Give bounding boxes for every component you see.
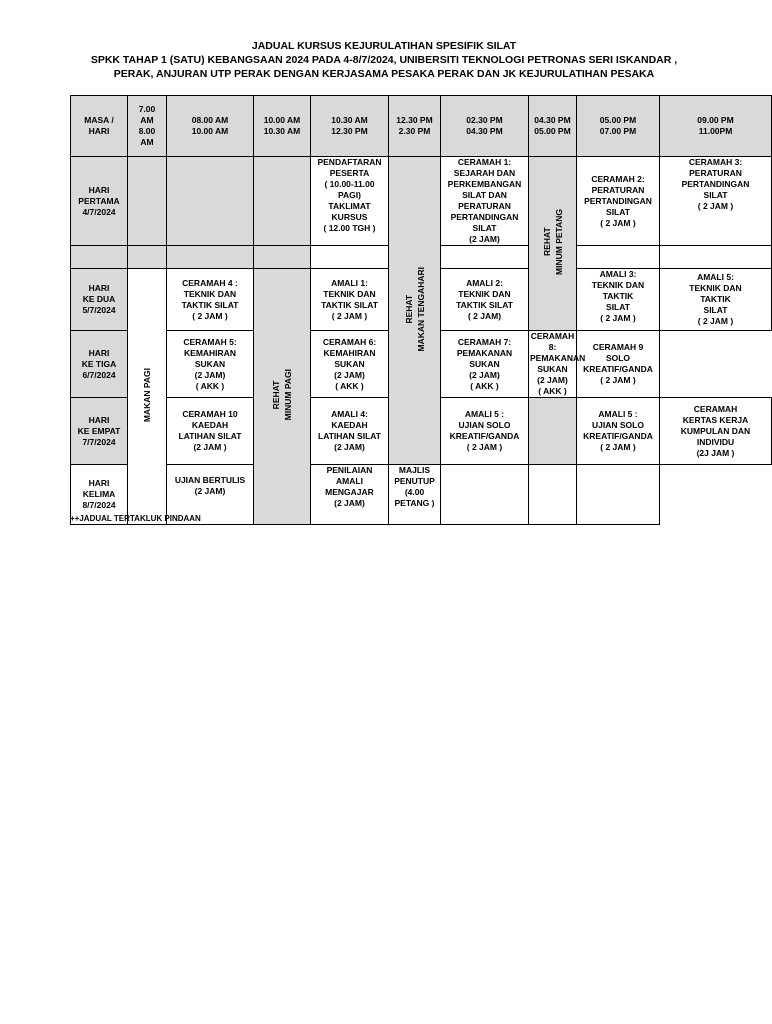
cell-d5-1030 [311,465,389,525]
day-row-1 [71,157,772,246]
text-line: KREATIF/GANDA [449,431,520,441]
text-line: MAKAN TENGAHARI [415,266,426,352]
text-line: 7.00 [138,104,156,114]
text-line: ( 12.00 TGH ) [323,223,376,233]
text-line: TEKNIK DAN [323,288,376,299]
text-line: AMALI 2: [466,277,503,288]
break-rehat-pagi [254,269,311,525]
text-line: 10.30 AM [331,115,368,125]
text-line: 07.00 PM [599,126,637,136]
text-line: (2 JAM) [334,369,365,380]
text-line: CERAMAH 9 [592,342,644,352]
text-line: (2 JAM ) [193,442,227,452]
header-time-0900 [660,96,772,157]
cell-d5-230 [389,465,441,525]
text-line: PERKEMBANGAN [447,179,522,189]
text-line: 09.00 PM [697,115,734,125]
text-line: ( 2 JAM ) [192,310,228,321]
empty-cell [311,246,389,269]
text-line: CERAMAH 3: [688,157,743,167]
text-line: LATIHAN SILAT [178,431,242,441]
text-line: AM [140,115,154,125]
cell-d4-230 [441,398,529,465]
text-line: ( AKK ) [538,386,567,396]
text-line: 10.00 AM [191,126,229,136]
empty-cell [577,465,660,525]
text-line: PEMAKANAN [530,353,586,363]
text-line: ( AKK ) [470,380,499,391]
text-line: CERAMAH 6: [322,336,377,347]
day-label-1 [71,157,128,246]
text-line: KREATIF/GANDA [583,364,653,374]
text-line: SILAT [703,305,728,315]
text-line: KEMAHIRAN [184,347,236,358]
break-rehat-tengahari-text [403,267,427,352]
text-line: ( 2 JAM) [467,310,502,321]
text-line: AMALI 4: [331,409,368,419]
cell-d4-800 [167,398,254,465]
cell-d3-230 [441,331,529,398]
text-line: REHAT [271,380,281,410]
text-line: AMALI 5 : [464,409,505,419]
text-line: 04.30 PM [534,115,571,125]
text-line: 10.30 AM [263,126,301,136]
text-line: 08.00 AM [191,115,229,125]
empty-cell [254,157,311,246]
text-line: ( 2 JAM ) [600,442,636,452]
text-line: HARI [88,478,110,488]
title-line-2: SPKK TAHAP 1 (SATU) KEBANGSAAN 2024 PADA 4-8/7/2024, UNIBERSITI TEKNOLOGI PETRONAS SERI ISKANDAR , [90,54,678,66]
title-line-1: JADUAL KURSUS KEJURULATIHAN SPESIFIK SILAT [251,40,517,52]
text-line: 04.30 PM [466,126,503,136]
empty-cell [441,246,529,269]
text-line: HARI [88,126,110,136]
text-line: CERAMAH 7: [457,336,512,347]
text-line: UJIAN SOLO [592,420,644,430]
break-rehat-petang [529,157,577,331]
empty-cell [167,246,254,269]
empty-cell [71,246,128,269]
text-line: AM [140,137,154,147]
text-line: CERAMAH 10 [182,409,238,419]
schedule-table [70,95,772,525]
text-line: TEKNIK DAN [458,288,511,299]
text-line: HARI [88,184,110,195]
text-line: 05.00 PM [534,126,571,136]
empty-cell [529,398,577,465]
text-line: ( 2 JAM ) [600,217,636,228]
text-line: (2 JAM) [194,486,226,496]
header-time-0500 [577,96,660,157]
text-line: MASA / [84,115,114,125]
text-line: SEJARAH DAN [453,168,516,178]
text-line: REHAT [541,227,552,257]
text-line: SILAT [703,190,728,200]
text-line: UJIAN BERTULIS [174,475,246,485]
text-line: 7/7/2024 [82,436,116,447]
break-rehat-petang-text [541,209,565,275]
text-line: PERTANDINGAN [681,179,750,189]
text-line: MENGAJAR [325,487,374,497]
header-time-0800 [167,96,254,157]
text-line: CERAMAH 2: [591,173,645,184]
break-rehat-pagi-text [270,369,294,420]
text-line: TAKTIK [602,291,634,301]
text-line: ( 2 JAM ) [600,313,636,323]
text-line: MINUM PETANG [553,209,564,275]
title-line-3: PERAK, ANJURAN UTP PERAK DENGAN KERJASAMA PESAKA PERAK DAN JK KEJURULATIHAN PESAKA [113,68,655,80]
text-line: KERTAS KERJA [682,414,749,425]
empty-cell [128,246,167,269]
cell-d3-500 [529,331,586,398]
text-line: ( 2 JAM ) [697,316,734,326]
text-line: 12.30 PM [331,126,368,136]
text-line: PERTANDINGAN [584,195,652,206]
text-line: CERAMAH [693,403,738,414]
text-line: KURSUS [331,212,368,222]
text-line: ( 2 JAM ) [331,310,368,321]
text-line: MINUM PAGI [283,369,293,421]
text-line: INDIVIDU [696,436,735,447]
text-line: TEKNIK DAN [183,288,237,299]
text-line: 4/7/2024 [82,206,116,217]
text-line: ( AKK ) [335,380,364,391]
text-line: KE DUA [82,294,116,304]
cell-d2-800 [167,269,254,331]
empty-cell [660,246,772,269]
text-line: PERATURAN [689,168,742,178]
text-line: KREATIF/GANDA [583,431,653,441]
cell-d3-800 [167,331,254,398]
text-line: KUMPULAN DAN [680,425,751,436]
text-line: SILAT [606,302,630,312]
header-time-0700 [128,96,167,157]
cell-d1-500 [577,157,660,246]
empty-cell [254,246,311,269]
cell-d2-230 [441,269,529,331]
text-line: PENILAIAN [326,465,373,475]
text-line: PERATURAN [591,184,645,195]
day-label-3 [71,331,128,398]
text-line: (2J JAM ) [696,447,735,458]
text-line: REHAT [403,294,414,324]
text-line: (2 JAM) [537,375,568,385]
text-line: 05.00 PM [599,115,637,125]
empty-cell [529,465,577,525]
text-line: (2 JAM) [469,369,500,380]
text-line: SILAT DAN [462,190,507,200]
text-line: SUKAN [469,358,500,369]
text-line: PEMAKANAN [456,347,513,358]
text-line: 2.30 PM [398,126,431,136]
cell-d1-230 [441,157,529,246]
break-makan-pagi-text: MAKAN PAGI [142,367,152,423]
header-row [71,96,772,157]
text-line: (4.00 PETANG ) [394,487,435,508]
text-line: SUKAN [537,364,568,374]
header-time-1000 [254,96,311,157]
text-line: PERTANDINGAN [450,212,519,222]
cell-d1-1030 [311,157,389,246]
text-line: 8/7/2024 [82,500,116,510]
text-line: 5/7/2024 [82,305,116,315]
text-line: HARI [88,347,110,358]
header-time-1030 [311,96,389,157]
header-time-0230 [441,96,529,157]
text-line: 12.30 PM [396,115,433,125]
text-line: SILAT [606,206,630,217]
text-line: ( 2 JAM ) [466,442,503,452]
text-line: AMALI 3: [599,269,637,279]
text-line: PENDAFTARAN [317,157,382,167]
cell-d2-500 [577,269,660,331]
text-line: CERAMAH 1: [457,157,512,167]
text-line: ( AKK ) [195,380,225,391]
header-time-1230 [389,96,441,157]
text-line: TAKTIK [700,294,731,304]
text-line: TAKTIK SILAT [321,299,378,310]
text-line: 02.30 PM [466,115,503,125]
text-line: CERAMAH 4 : [182,277,238,288]
text-line: ( 10.00-11.00 [324,179,375,189]
text-line: (2 JAM) [194,369,226,380]
text-line: KE EMPAT [77,425,121,436]
text-line: TAKTIK SILAT [181,299,239,310]
text-line: SUKAN [194,358,226,369]
text-line: AMALI 1: [331,277,368,288]
text-line: KE TIGA [81,358,117,369]
empty-cell [577,246,660,269]
text-line: PERTAMA [78,195,120,206]
cell-d4-900 [660,398,772,465]
cell-d2-1030 [311,269,389,331]
text-line: 10.00 AM [263,115,301,125]
text-line: TAKLIMAT [328,201,371,211]
footnote: ++JADUAL TERTAKLUK PINDAAN [70,514,201,523]
cell-d1-900 [660,157,772,246]
empty-cell [128,157,167,246]
text-line: UJIAN SOLO [458,420,511,430]
break-makan-pagi [128,269,167,525]
text-line: 8.00 [138,126,156,136]
text-line: SILAT [472,223,497,233]
text-line: ( 2 JAM ) [600,375,636,385]
cell-d2-900 [660,269,772,331]
cell-d4-500 [577,398,660,465]
text-line: PERATURAN [458,201,511,211]
text-line: HARI [88,283,110,293]
text-line: CERAMAH 8: [530,331,575,352]
text-line: TEKNIK DAN [591,280,645,290]
text-line: SUKAN [334,358,365,369]
text-line: AMALI 5: [697,272,734,282]
text-line: PENUTUP [394,476,435,486]
text-line: (2 JAM) [334,442,365,452]
text-line: ( 2 JAM ) [697,201,734,211]
day-label-4 [71,398,128,465]
text-line: PESERTA [329,168,370,178]
text-line: LATIHAN SILAT [318,431,381,441]
text-line: TAKTIK SILAT [456,299,513,310]
text-line: (2 JAM) [334,498,365,508]
text-line: CERAMAH 5: [183,336,237,347]
text-line: 11.00PM [698,126,733,136]
break-rehat-tengahari [389,157,441,465]
text-line: PAGI) [338,190,361,200]
text-line: AMALI 5 : [598,409,638,419]
cell-d3-1030 [311,331,389,398]
header-masa-hari [71,96,128,157]
empty-cell [167,157,254,246]
cell-d3-900 [577,331,660,398]
text-line: KEMAHIRAN [323,347,376,358]
text-line: SOLO [605,353,631,363]
text-line: KELIMA [82,489,116,499]
cell-d4-1030 [311,398,389,465]
text-line: 6/7/2024 [82,369,116,380]
empty-cell [441,465,529,525]
text-line: KAEDAH [331,420,368,430]
text-line: MAJLIS [398,465,431,475]
text-line: KAEDAH [191,420,229,430]
text-line: (2 JAM) [469,234,500,244]
day-label-2 [71,269,128,331]
text-line: AMALI [336,476,363,486]
header-time-0430 [529,96,577,157]
text-line: TEKNIK DAN [689,283,742,293]
text-line: HARI [88,414,110,425]
